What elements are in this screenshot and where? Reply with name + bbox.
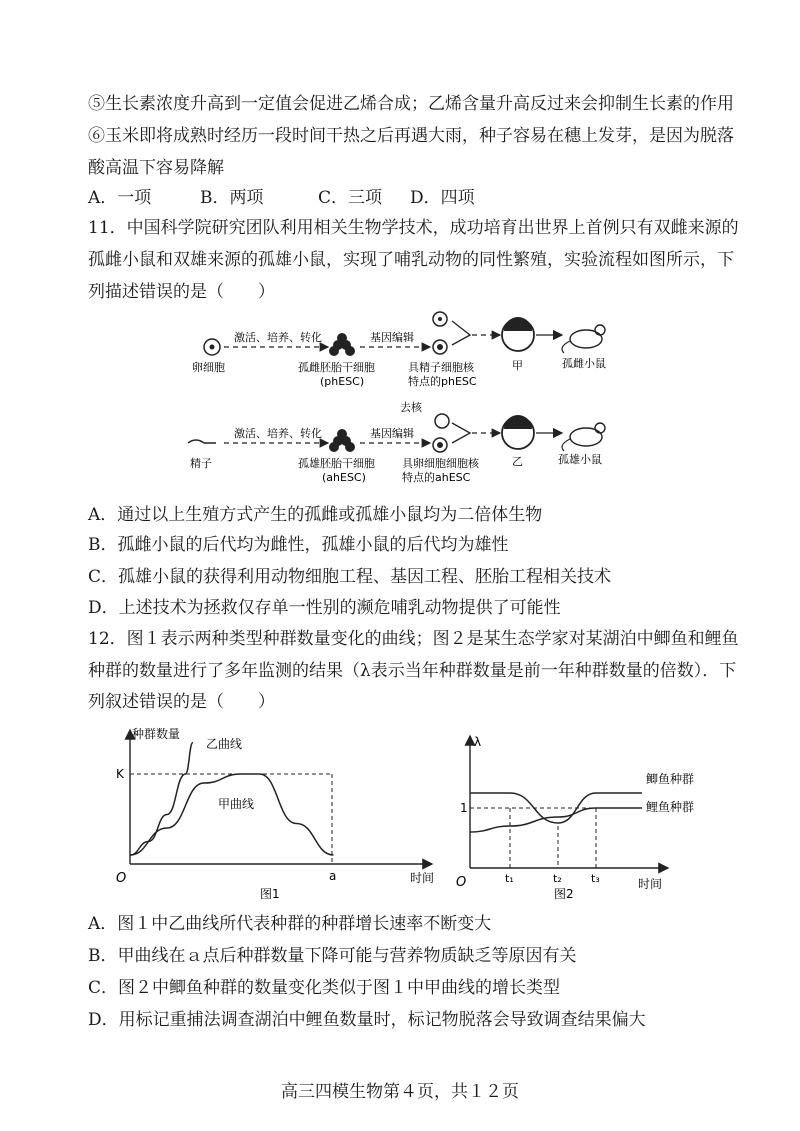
egg-recipient-icon [433, 312, 447, 326]
figure-1-chart [110, 722, 440, 902]
q10-options [88, 186, 475, 210]
q11-stem-line3: 列描述错误的是（ ） [88, 282, 275, 302]
q11-option-d[interactable]: D．上述技术为拯救仅存单一性别的濒危哺乳动物提供了可能性 [88, 598, 561, 618]
fig1-origin-label: O [116, 871, 127, 886]
fig2-series-carp-curve [470, 808, 642, 832]
fig1-xlabel: 时间 [410, 871, 435, 885]
q12-stem-line3: 列叙述错误的是（ ） [88, 692, 275, 712]
ahesc-name-label: 孤雄胚胎干细胞 [298, 457, 375, 470]
fig1-a-label: a [329, 869, 337, 883]
sperm-icon [188, 440, 216, 443]
embryo-yi-label: 乙 [512, 455, 523, 468]
ahesc-modified-label-2: 特点的ahESC [402, 471, 471, 484]
fig2-origin-label: O [456, 875, 467, 890]
q11-stem-line2: 孤雌小鼠和双雄来源的孤雄小鼠，实现了哺乳动物的同性繁殖，实验流程如图所示，下 [88, 250, 734, 270]
sperm-label: 精子 [190, 457, 212, 470]
fig1-k-label: K [116, 767, 124, 781]
q12-stem-line1: 12．图１表示两种类型种群数量变化的曲线；图２是某生态学家对某湖泊中鲫鱼和鲤鱼 [88, 629, 739, 649]
egg-cell-label: 卵细胞 [192, 361, 225, 374]
phesc-name-label: 孤雌胚胎干细胞 [298, 361, 375, 374]
q12-option-a[interactable]: A．图１中乙曲线所代表种群的种群增长速率不断变大 [88, 914, 492, 934]
egg-like-nucleus-icon [433, 438, 447, 452]
female-mouse-label: 孤雌小鼠 [562, 357, 606, 370]
fig2-tick-t2: t₂ [553, 872, 562, 885]
q12-option-d[interactable]: D．用标记重捕法调查湖泊中鲤鱼数量时，标记物脱落会导致调查结果偏大 [88, 1010, 646, 1030]
phesc-modified-label-1: 具精子细胞核 [408, 361, 474, 374]
bottom-gene-edit-label: 基因编辑 [370, 427, 414, 440]
page-footer: 高三四模生物第４页，共１２页 [281, 1082, 519, 1102]
ahesc-cluster-icon [329, 429, 355, 452]
egg-cell-icon [204, 339, 220, 355]
q12-stem-line2: 种群的数量进行了多年监测的结果（λ表示当年种群数量是前一年种群数量的倍数）．下 [88, 661, 737, 681]
fig1-series-jia-curve [130, 774, 334, 855]
fig2-series-crucian-label: 鲫鱼种群 [646, 772, 695, 786]
q10-statement-5: ⑤生长素浓度升高到一定值会促进乙烯合成；乙烯含量升高反过来会抑制生长素的作用 [88, 94, 734, 114]
q11-option-c[interactable]: C．孤雄小鼠的获得利用动物细胞工程、基因工程、胚胎工程相关技术 [88, 567, 612, 587]
phesc-modified-label-2: 特点的phESC [408, 375, 477, 388]
fig1-title: 图1 [260, 887, 280, 901]
fig2-series-carp-label: 鲤鱼种群 [646, 800, 695, 814]
q11-option-b[interactable]: B．孤雌小鼠的后代均为雌性，孤雄小鼠的后代均为雄性 [88, 535, 509, 555]
bottom-activation-label: 激活、培养、转化 [234, 427, 322, 440]
q11-stem-line1: 11．中国科学院研究团队利用相关生物学技术，成功培育出世界上首例只有双雌来源的 [88, 218, 739, 238]
male-mouse-icon [562, 423, 605, 451]
q10-option-a[interactable]: A．一项 [88, 188, 152, 208]
phesc-abbr-label: (phESC) [320, 375, 365, 388]
q10-option-c[interactable]: C．三项 [318, 188, 383, 208]
fig2-tick-t3: t₃ [591, 872, 600, 885]
male-mouse-label: 孤雄小鼠 [558, 453, 602, 466]
fig1-ylabel: 种群数量 [132, 727, 181, 741]
enucleated-egg-icon [435, 414, 449, 428]
fig2-xlabel: 时间 [638, 877, 663, 891]
q10-statement-6-line2: 酸高温下容易降解 [88, 158, 224, 178]
remove-nucleus-label: 去核 [400, 401, 422, 414]
q12-option-b[interactable]: B．甲曲线在ａ点后种群数量下降可能与营养物质缺乏等原因有关 [88, 946, 577, 966]
ahesc-modified-label-1: 具卵细胞细胞核 [402, 457, 479, 470]
embryo-yi-icon [502, 415, 534, 449]
fig1-series-yi-label: 乙曲线 [206, 737, 243, 751]
embryo-jia-icon [502, 317, 534, 351]
q10-option-d[interactable]: D．四项 [410, 188, 475, 208]
top-activation-label: 激活、培养、转化 [234, 331, 322, 344]
top-gene-edit-label: 基因编辑 [370, 331, 414, 344]
fig2-ylabel: λ [474, 735, 482, 749]
q12-option-c[interactable]: C．图２中鲫鱼种群的数量变化类似于图１中甲曲线的增长类型 [88, 978, 561, 998]
q11-option-a[interactable]: A．通过以上生殖方式产生的孤雌或孤雄小鼠均为二倍体生物 [88, 505, 543, 525]
phesc-cluster-icon [329, 333, 355, 356]
fig2-tick-t1: t₁ [505, 872, 514, 885]
female-mouse-icon [562, 325, 605, 353]
fig1-series-jia-label: 甲曲线 [218, 797, 255, 811]
embryo-jia-label: 甲 [512, 359, 523, 372]
fig1-series-yi-curve [130, 743, 193, 856]
q10-statement-6-line1: ⑥玉米即将成熟时经历一段时间干热之后再遇大雨，种子容易在穗上发芽，是因为脱落 [88, 126, 734, 146]
q10-option-b[interactable]: B．两项 [200, 188, 264, 208]
q11-flow-diagram [180, 305, 640, 485]
ahesc-abbr-label: (ahESC) [322, 471, 366, 484]
sperm-like-nucleus-icon [433, 340, 447, 354]
figure-2-chart [450, 730, 720, 902]
fig2-title: 图2 [554, 887, 574, 901]
fig2-lambda-one-label: 1 [460, 801, 468, 815]
